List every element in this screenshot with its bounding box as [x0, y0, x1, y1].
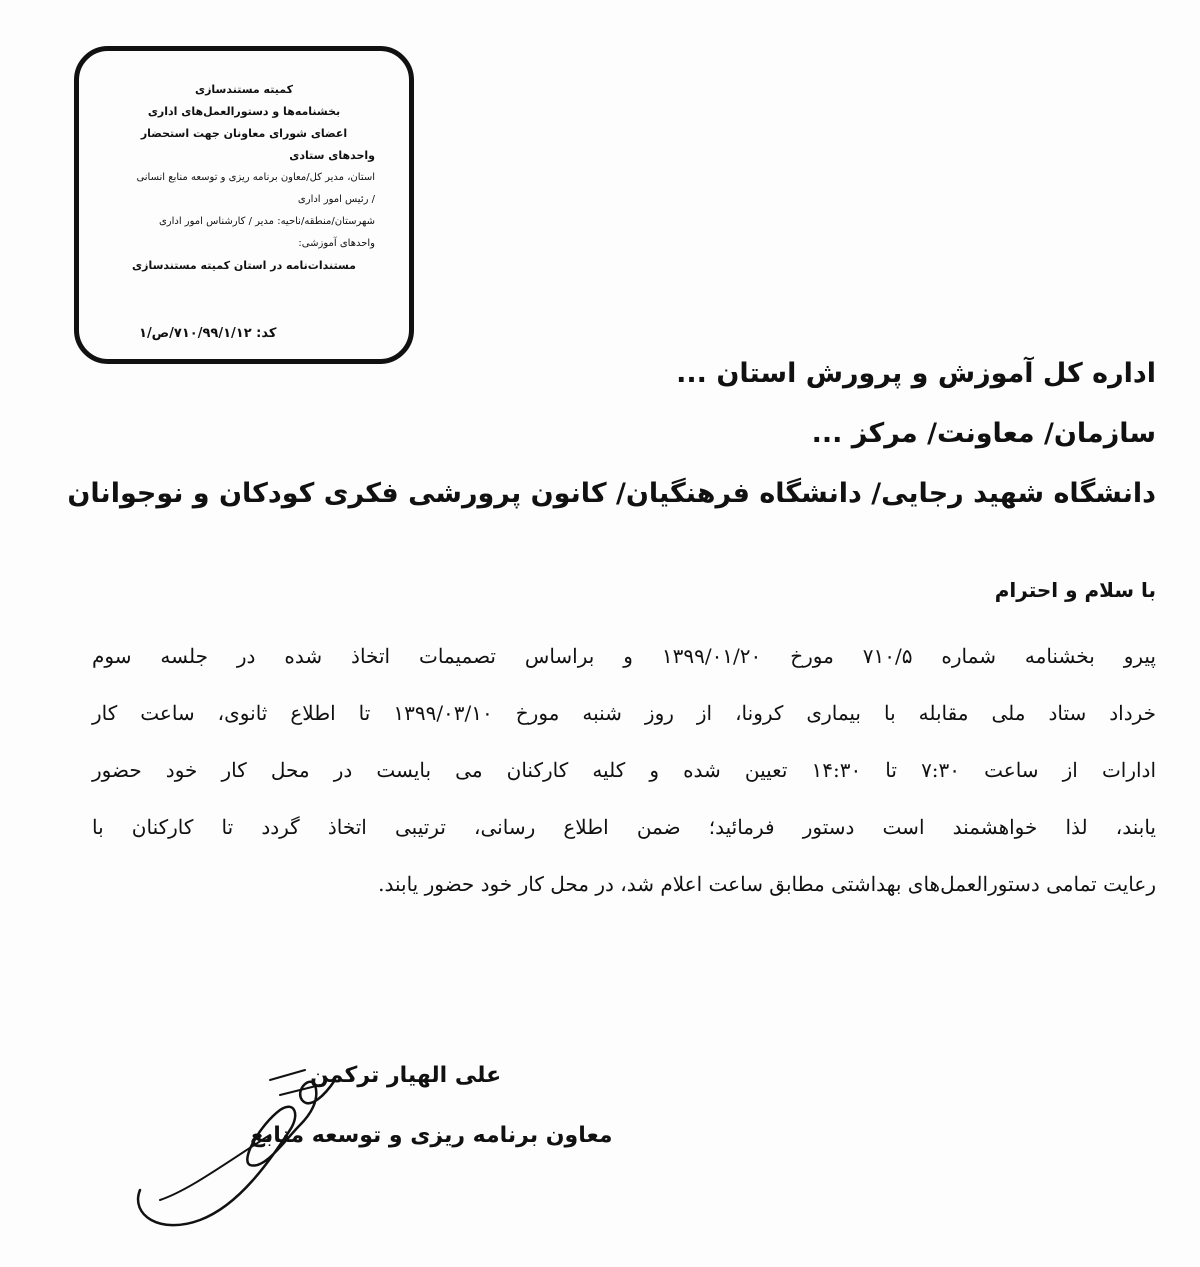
stamp-line: اعضای شورای معاونان جهت استحضار [140, 127, 348, 140]
greeting: با سلام و احترام [994, 578, 1156, 602]
distribution-stamp [74, 46, 414, 364]
letter-body [92, 628, 1156, 913]
stamp-line: مستندات‌نامه در استان کمیته مستندسازی [132, 259, 356, 272]
recipient-line-2: سازمان/ معاونت/ مرکز ... [811, 418, 1156, 449]
stamp-line: واحدهای ستادی [289, 149, 375, 162]
body-line: رعایت تمامی دستورالعمل‌های بهداشتی مطابق ساعت اعلام شد، در محل کار خود حضور یابند. [378, 872, 1156, 896]
stamp-line: شهرستان/منطقه/ناحیه: مدیر / کارشناس امور اداری [158, 216, 375, 227]
stamp-line: واحدهای آموزشی: [298, 238, 375, 249]
stamp-code: کد: ۷۱۰/۹۹/۱/۱۲/ص/۱ [139, 326, 277, 341]
body-line: پیرو بخشنامه شماره ۷۱۰/۵ مورخ ۱۳۹۹/۰۱/۲۰ و براساس تصمیمات اتخاذ شده در جلسه سوم [92, 644, 1156, 668]
stamp-line: بخشنامه‌ها و دستورالعمل‌های اداری [147, 105, 341, 118]
recipient-line-3: دانشگاه شهید رجایی/ دانشگاه فرهنگیان/ کانون پرورشی فکری کودکان و نوجوانان [67, 478, 1156, 509]
body-line: ادارات از ساعت ۷:۳۰ تا ۱۴:۳۰ تعیین شده و کلیه کارکنان می بایست در محل کار خود حضور [92, 758, 1157, 782]
stamp-line: کمیته مستندسازی [195, 83, 293, 96]
body-line: خرداد ستاد ملی مقابله با بیماری کرونا، از روز شنبه مورخ ۱۳۹۹/۰۳/۱۰ تا اطلاع ثانوی، ساعت کار [92, 701, 1157, 725]
recipient-line-1: اداره کل آموزش و پرورش استان ... [676, 358, 1156, 389]
signatory-title: معاون برنامه ریزی و توسعه منابع [250, 1123, 613, 1148]
stamp-line: استان، مدیر کل/معاون برنامه ریزی و توسعه منابع انسانی [136, 172, 375, 183]
body-line: یابند، لذا خواهشمند است دستور فرمائید؛ ضمن اطلاع رسانی، ترتیبی اتخاذ گردد تا کارکنان با [92, 815, 1156, 839]
stamp-line: / رئیس امور اداری [297, 194, 375, 205]
signatory-name: علی الهیار ترکمن [310, 1063, 502, 1088]
